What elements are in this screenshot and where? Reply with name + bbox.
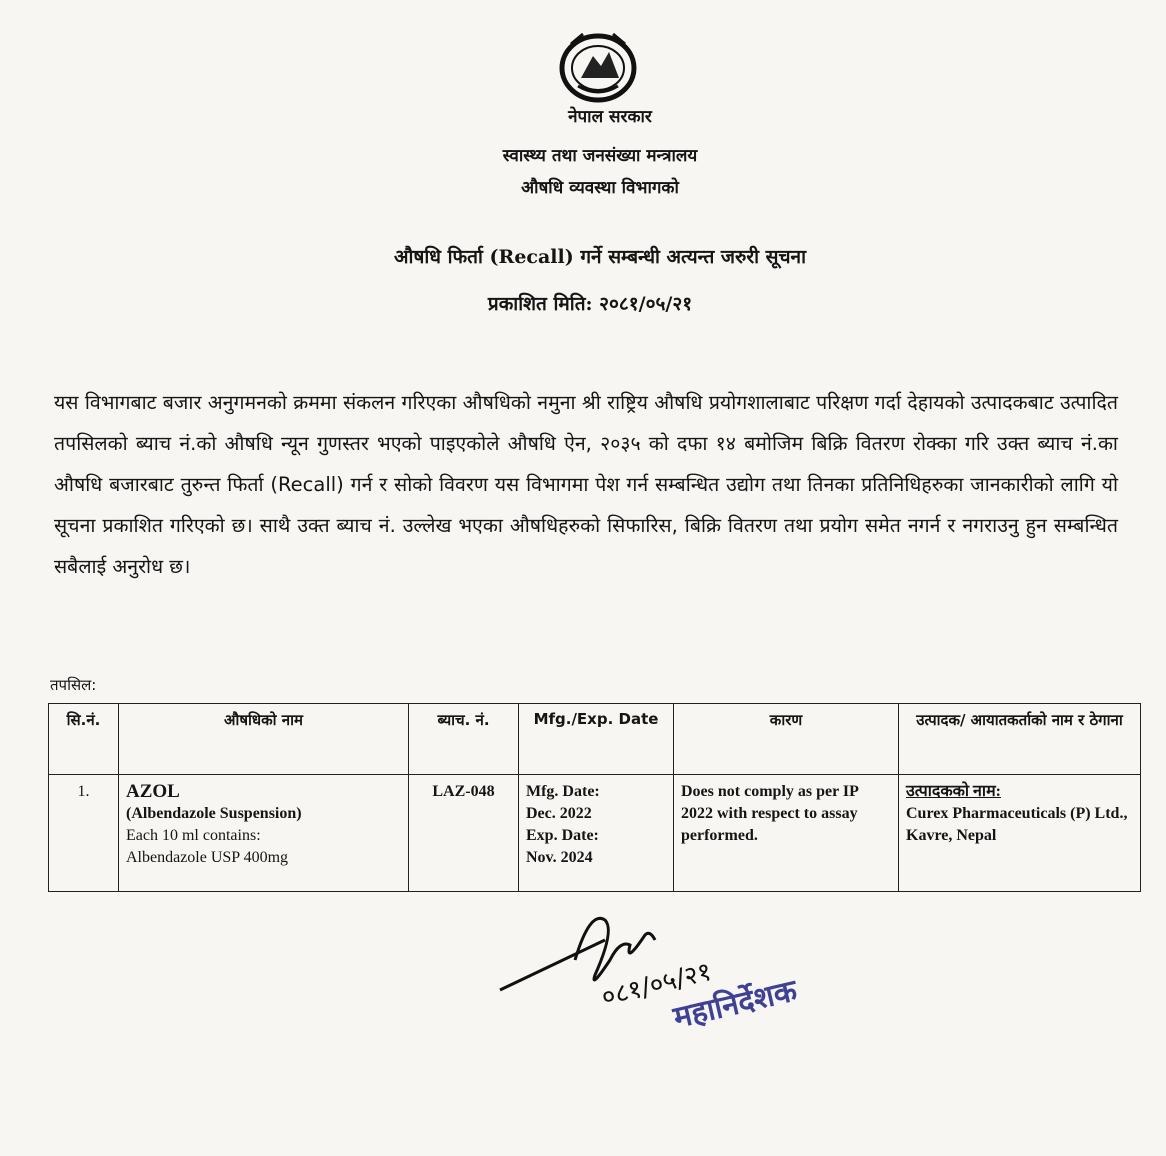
col-batch: ब्याच. नं. (409, 704, 519, 775)
table-header-row (49, 704, 1141, 775)
cell-batch: LAZ-048 (409, 775, 519, 892)
recall-table (48, 703, 1141, 892)
table-row (49, 775, 1141, 892)
cell-reason: Does not comply as per IP 2022 with respect to assay performed. (674, 775, 899, 892)
notice-title: औषधि फिर्ता (Recall) गर्ने सम्बन्धी अत्यन्त जरुरी सूचना (393, 246, 807, 268)
director-general-stamp: महानिर्देशक (670, 973, 801, 1036)
manufacturer-label: उत्पादकको नाम: (906, 783, 1001, 800)
cell-drug (119, 775, 409, 892)
drug-composition-line1: Each 10 ml contains: (126, 827, 261, 844)
mfg-date-value: Dec. 2022 (526, 805, 592, 822)
drug-name: AZOL (126, 781, 180, 802)
cell-serial: 1. (49, 775, 119, 892)
exp-date-label: Exp. Date: (526, 827, 599, 844)
notice-body: यस विभागबाट बजार अनुगमनको क्रममा संकलन गरिएका औषधिको नमुना श्री राष्ट्रिय औषधि प्रयोगशालाबाट परिक्षण गर्दा देहायको उत्पादकबाट उत्पादित तपसिलको ब्याच नं.को औषधि न्यून गुणस्तर भएको पाइएकोले औषधि ऐन, २०३५ को दफा १४ बमोजिम बिक्रि वितरण रोक्का गरि उक्त ब्याच नं.का औषधि बजारबाट तुरुन्त फिर्ता (Recall) गर्न र सोको विवरण यस विभागमा पेश गर्न सम्बन्धित उद्योग तथा तिनका प्रतिनिधिहरुका जानकारीको लागि यो सूचना प्रकाशित गरिएको छ। साथै उक्त ब्याच नं. उल्लेख भएका औषधिहरुको सिफारिस, बिक्रि वितरण तथा प्रयोग समेत नगर्न र नगराउनु हुन सम्बन्धित सबैलाई अनुरोध छ। (54, 391, 1118, 578)
col-drug-name: औषधिको नाम (119, 704, 409, 775)
col-manufacturer: उत्पादक/ आयातकर्ताको नाम र ठेगाना (899, 704, 1141, 775)
manufacturer-name: Curex Pharmaceuticals (P) Ltd., (906, 805, 1128, 822)
col-reason: कारण (674, 704, 899, 775)
schedule-label: तपसिल: (50, 676, 97, 694)
exp-date-value: Nov. 2024 (526, 849, 593, 866)
mfg-date-label: Mfg. Date: (526, 783, 600, 800)
manufacturer-address: Kavre, Nepal (906, 827, 997, 844)
header-department: औषधि व्यवस्था विभागको (521, 178, 679, 198)
drug-composition-line2: Albendazole USP 400mg (126, 849, 289, 866)
header-government: नेपाल सरकार (568, 107, 652, 127)
col-serial: सि.नं. (49, 704, 119, 775)
header-ministry: स्वास्थ्य तथा जनसंख्या मन्त्रालय (502, 146, 698, 166)
nepal-government-emblem-icon (553, 26, 643, 106)
col-dates: Mfg./Exp. Date (519, 704, 674, 775)
drug-description: (Albendazole Suspension) (126, 805, 302, 822)
published-date: प्रकाशित मिति: २०८१/०५/२१ (487, 293, 693, 315)
cell-manufacturer (899, 775, 1141, 892)
cell-dates (519, 775, 674, 892)
signature-date: ०८१/०५/२१ (598, 956, 715, 1014)
